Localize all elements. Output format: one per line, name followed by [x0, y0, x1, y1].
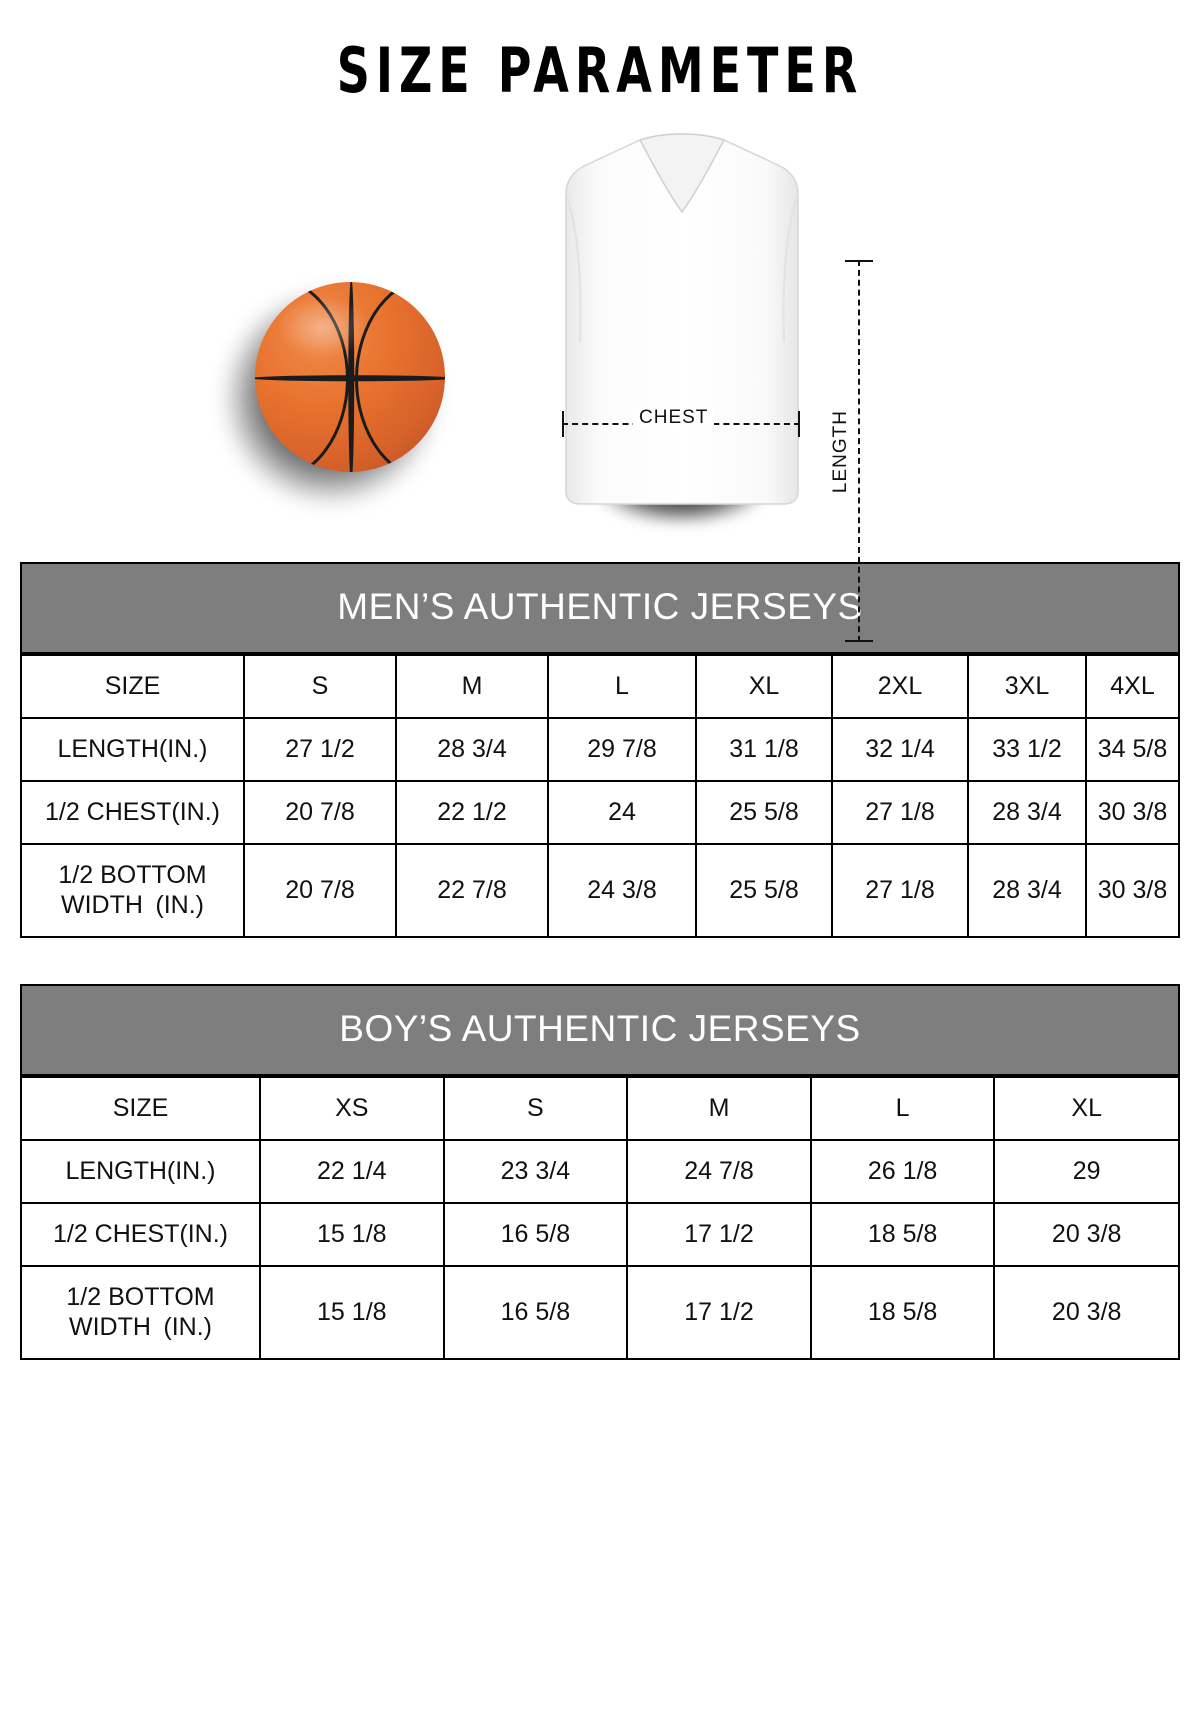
boys-length-m: 24 7/8 — [627, 1140, 811, 1203]
boys-table-heading: BOY’S AUTHENTIC JERSEYS — [22, 986, 1178, 1076]
mens-size-table — [22, 654, 1178, 936]
mens-length-4xl: 34 5/8 — [1086, 718, 1178, 781]
boys-row-label-bottom-width: 1/2 BOTTOM WIDTH (IN.) — [22, 1266, 260, 1358]
basketball-icon — [213, 272, 473, 532]
mens-bottom-l: 24 3/8 — [548, 844, 696, 936]
illustration-area — [0, 132, 1200, 562]
length-measure-line — [852, 260, 866, 642]
chest-cap-right — [798, 411, 800, 437]
boys-length-s: 23 3/4 — [444, 1140, 628, 1203]
length-cap-bottom — [845, 640, 873, 642]
boys-col-head-xl: XL — [994, 1077, 1178, 1140]
mens-length-m: 28 3/4 — [396, 718, 548, 781]
table-row — [22, 1203, 1178, 1266]
boys-col-head-size: SIZE — [22, 1077, 260, 1140]
basketball-highlight — [277, 296, 369, 358]
mens-chest-2xl: 27 1/8 — [832, 781, 968, 844]
mens-length-s: 27 1/2 — [244, 718, 396, 781]
boys-chest-s: 16 5/8 — [444, 1203, 628, 1266]
mens-col-head-4xl: 4XL — [1086, 655, 1178, 718]
mens-chest-4xl: 30 3/8 — [1086, 781, 1178, 844]
page-title: SIZE PARAMETER — [336, 34, 864, 107]
mens-col-head-size: SIZE — [22, 655, 244, 718]
mens-col-head-s: S — [244, 655, 396, 718]
table-row — [22, 781, 1178, 844]
boys-row-label-chest: 1/2 CHEST(IN.) — [22, 1203, 260, 1266]
mens-chest-3xl: 28 3/4 — [968, 781, 1086, 844]
mens-chest-s: 20 7/8 — [244, 781, 396, 844]
mens-length-2xl: 32 1/4 — [832, 718, 968, 781]
boys-size-table — [22, 1076, 1178, 1358]
boys-col-head-l: L — [811, 1077, 995, 1140]
mens-row-label-length: LENGTH(IN.) — [22, 718, 244, 781]
mens-col-head-m: M — [396, 655, 548, 718]
mens-bottom-2xl: 27 1/8 — [832, 844, 968, 936]
boys-col-head-s: S — [444, 1077, 628, 1140]
mens-col-head-2xl: 2XL — [832, 655, 968, 718]
mens-length-3xl: 33 1/2 — [968, 718, 1086, 781]
mens-col-head-l: L — [548, 655, 696, 718]
table-row — [22, 1140, 1178, 1203]
mens-bottom-m: 22 7/8 — [396, 844, 548, 936]
boys-col-head-xs: XS — [260, 1077, 444, 1140]
jersey-icon — [548, 132, 816, 532]
table-row — [22, 844, 1178, 936]
table-row — [22, 718, 1178, 781]
mens-bottom-3xl: 28 3/4 — [968, 844, 1086, 936]
boys-bottom-s: 16 5/8 — [444, 1266, 628, 1358]
mens-col-head-3xl: 3XL — [968, 655, 1086, 718]
mens-chest-l: 24 — [548, 781, 696, 844]
mens-bottom-xl: 25 5/8 — [696, 844, 832, 936]
boys-chest-xs: 15 1/8 — [260, 1203, 444, 1266]
mens-col-head-xl: XL — [696, 655, 832, 718]
mens-bottom-s: 20 7/8 — [244, 844, 396, 936]
mens-table-heading: MEN’S AUTHENTIC JERSEYS — [22, 564, 1178, 654]
length-dash — [858, 260, 860, 642]
mens-size-table-block — [20, 562, 1180, 938]
table-row — [22, 1266, 1178, 1358]
basketball-seam-right — [355, 282, 445, 472]
boys-bottom-xl: 20 3/8 — [994, 1266, 1178, 1358]
mens-row-label-bottom-width: 1/2 BOTTOM WIDTH (IN.) — [22, 844, 244, 936]
boys-chest-l: 18 5/8 — [811, 1203, 995, 1266]
table-row — [22, 655, 1178, 718]
table-row — [22, 1077, 1178, 1140]
chest-label: CHEST — [633, 407, 714, 429]
basketball-sphere — [255, 282, 445, 472]
boys-size-table-block — [20, 984, 1180, 1360]
boys-length-xs: 22 1/4 — [260, 1140, 444, 1203]
mens-bottom-4xl: 30 3/8 — [1086, 844, 1178, 936]
mens-length-l: 29 7/8 — [548, 718, 696, 781]
boys-row-label-length: LENGTH(IN.) — [22, 1140, 260, 1203]
boys-chest-xl: 20 3/8 — [994, 1203, 1178, 1266]
boys-length-l: 26 1/8 — [811, 1140, 995, 1203]
mens-chest-m: 22 1/2 — [396, 781, 548, 844]
boys-length-xl: 29 — [994, 1140, 1178, 1203]
boys-col-head-m: M — [627, 1077, 811, 1140]
jersey-graphic — [548, 132, 816, 512]
boys-chest-m: 17 1/2 — [627, 1203, 811, 1266]
length-label: LENGTH — [830, 404, 852, 499]
mens-chest-xl: 25 5/8 — [696, 781, 832, 844]
boys-bottom-m: 17 1/2 — [627, 1266, 811, 1358]
boys-bottom-l: 18 5/8 — [811, 1266, 995, 1358]
mens-length-xl: 31 1/8 — [696, 718, 832, 781]
boys-bottom-xs: 15 1/8 — [260, 1266, 444, 1358]
mens-row-label-chest: 1/2 CHEST(IN.) — [22, 781, 244, 844]
